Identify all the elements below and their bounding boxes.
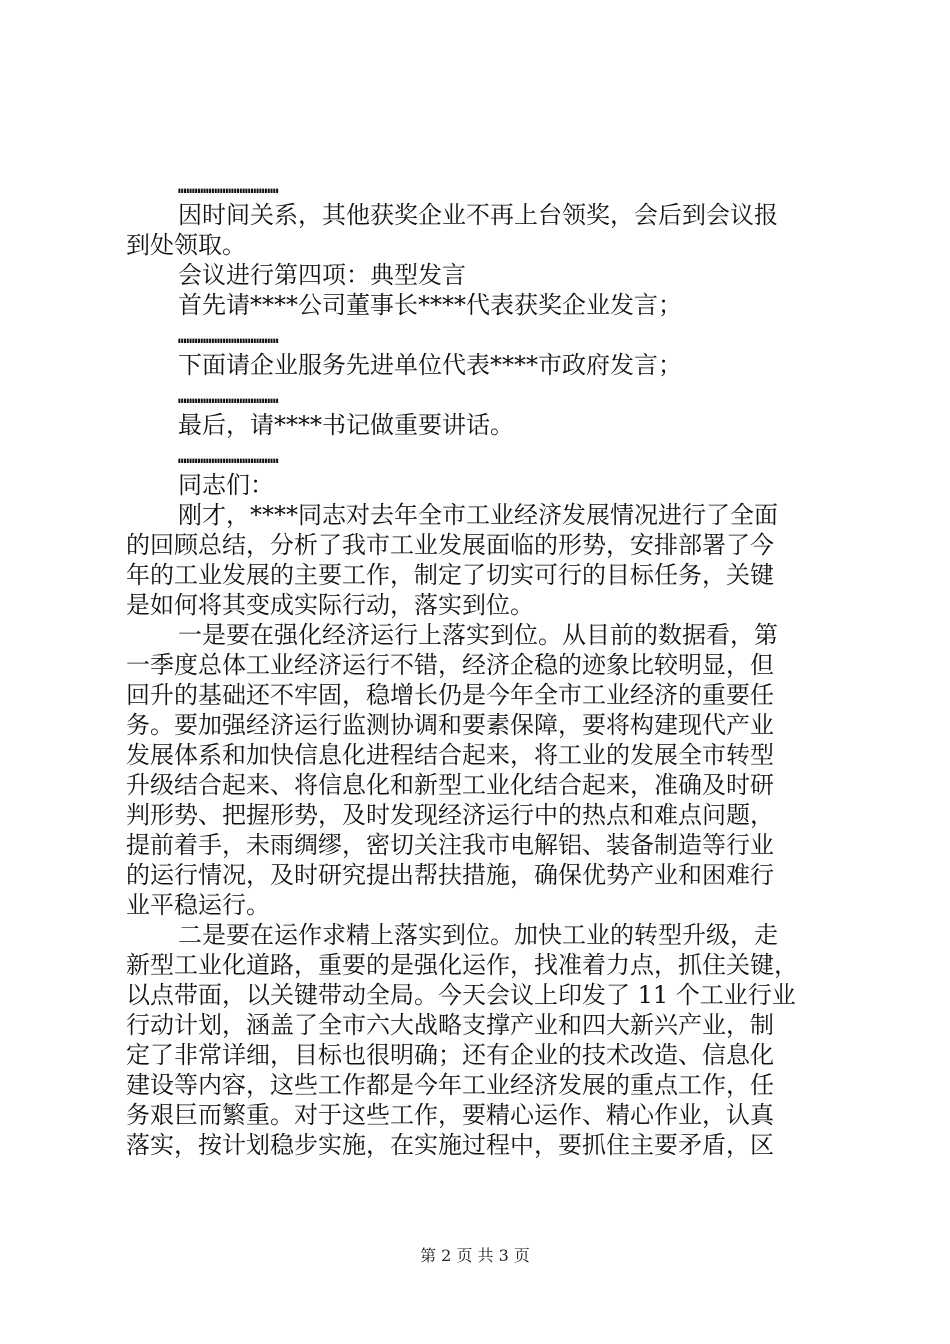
ellipsis-text: ………………………………: [178, 321, 279, 349]
paragraph-line: 判形势、把握形势，及时发现经济运行中的热点和难点问题，: [126, 801, 774, 829]
paragraph-first-line: 最后，请****书记做重要讲话。: [178, 411, 514, 439]
paragraph-line: 行动计划，涵盖了全市六大战略支撑产业和四大新兴产业，制: [126, 1011, 774, 1039]
paragraph-first-line: 一是要在强化经济运行上落实到位。从目前的数据看，第: [178, 621, 778, 649]
paragraph-line: 的回顾总结，分析了我市工业发展面临的形势，安排部署了今: [126, 531, 774, 559]
paragraph-first-line: 因时间关系，其他获奖企业不再上台领奖，会后到会议报: [178, 201, 778, 229]
paragraph-first-line: 会议进行第四项：典型发言: [178, 261, 466, 289]
paragraph-line: 新型工业化道路，重要的是强化运作，找准着力点，抓住关键，: [126, 951, 798, 979]
paragraph-line: 务艰巨而繁重。对于这些工作，要精心运作、精心作业，认真: [126, 1101, 774, 1129]
paragraph-first-line: 同志们：: [178, 471, 274, 499]
paragraph-line: 定了非常详细，目标也很明确；还有企业的技术改造、信息化: [126, 1041, 774, 1069]
paragraph-first-line: 二是要在运作求精上落实到位。加快工业的转型升级，走: [178, 921, 778, 949]
paragraph-line: 升级结合起来、将信息化和新型工业化结合起来，准确及时研: [126, 771, 774, 799]
document-body: [126, 170, 838, 1160]
ellipsis-line: [126, 320, 838, 350]
paragraph-line: 建设等内容，这些工作都是今年工业经济发展的重点工作，任: [126, 1071, 774, 1099]
paragraph-line: 发展体系和加快信息化进程结合起来，将工业的发展全市转型: [126, 741, 774, 769]
ellipsis-line: [126, 380, 838, 410]
paragraph-first-line: 刚才，****同志对去年全市工业经济发展情况进行了全面: [178, 501, 778, 529]
paragraph-line: 以点带面，以关键带动全局。今天会议上印发了 11 个工业行业: [126, 981, 796, 1009]
ellipsis-text: ………………………………: [178, 441, 279, 469]
paragraph-line: 回升的基础还不牢固，稳增长仍是今年全市工业经济的重要任: [126, 681, 774, 709]
paragraph-line: 务。要加强经济运行监测协调和要素保障，要将构建现代产业: [126, 711, 774, 739]
ellipsis-line: [126, 170, 838, 200]
paragraph-line: 落实，按计划稳步实施，在实施过程中，要抓住主要矛盾，区: [126, 1131, 774, 1159]
ellipsis-text: ………………………………: [178, 381, 279, 409]
paragraph-line: 到处领取。: [126, 231, 246, 259]
paragraph-line: 年的工业发展的主要工作，制定了切实可行的目标任务，关键: [126, 561, 774, 589]
paragraph-first-line: 下面请企业服务先进单位代表****市政府发言；: [178, 351, 682, 379]
paragraph-line: 一季度总体工业经济运行不错，经济企稳的迹象比较明显，但: [126, 651, 774, 679]
paragraph-line: 的运行情况，及时研究提出帮扶措施，确保优势产业和困难行: [126, 861, 774, 889]
ellipsis-line: [126, 440, 838, 470]
paragraph-line: 提前着手，未雨绸缪，密切关注我市电解铝、装备制造等行业: [126, 831, 774, 859]
ellipsis-text: ………………………………: [178, 171, 279, 199]
page-footer: 第 2 页 共 3 页: [420, 1246, 530, 1265]
paragraph-line: 是如何将其变成实际行动，落实到位。: [126, 591, 534, 619]
paragraph-line: 业平稳运行。: [126, 891, 270, 919]
paragraph-first-line: 首先请****公司董事长****代表获奖企业发言；: [178, 291, 682, 319]
